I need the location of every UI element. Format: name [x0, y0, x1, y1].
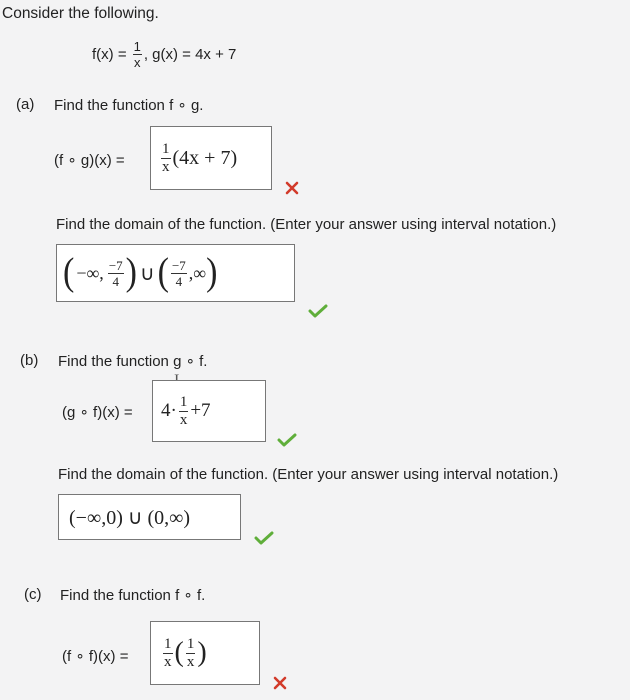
- part-b-prompt: Find the function g ∘ f.: [58, 353, 208, 370]
- part-a-domain-union: ∪: [139, 262, 155, 285]
- part-b-answer-box[interactable]: [152, 380, 266, 442]
- f-definition-lhs: f(x) =: [92, 46, 127, 63]
- part-c-answer-num1: 1: [164, 635, 172, 652]
- cross-icon: [273, 676, 287, 690]
- part-a-answer-box[interactable]: [150, 126, 272, 190]
- f-definition-fraction: [133, 40, 142, 69]
- part-c-label: (c): [24, 586, 42, 603]
- part-a-domain-den2: 4: [175, 273, 183, 289]
- part-a-domain-box[interactable]: ( −∞, $\frac{-7}{4}$ ) ∪ ( $\frac{-7}{4}$ ,∞ ): [56, 244, 295, 302]
- part-c-answer-den1: x: [164, 653, 172, 670]
- part-a-domain-open: −∞,: [76, 262, 104, 283]
- part-b-domain-prompt: Find the domain of the function. (Enter your answer using interval notation.): [58, 466, 559, 483]
- part-b-domain-box[interactable]: [58, 494, 241, 540]
- part-a-label: (a): [16, 96, 35, 113]
- part-c-answer-fraction1: [163, 637, 173, 670]
- g-definition: , g(x) = 4x + 7: [143, 46, 237, 63]
- cross-icon: [285, 181, 299, 195]
- part-b-answer-den: x: [179, 411, 188, 428]
- part-c-prompt: Find the function f ∘ f.: [60, 587, 206, 604]
- part-a-domain-num1: −7: [108, 257, 123, 273]
- part-a-answer-den: x: [162, 158, 170, 175]
- part-c-lhs: (f ∘ f)(x) =: [62, 648, 129, 665]
- part-b-answer-fraction: [179, 395, 189, 428]
- check-icon: [254, 531, 274, 545]
- part-c-answer-den2: x: [186, 653, 195, 670]
- part-b-answer-num: 1: [179, 393, 188, 410]
- part-a-lhs: (f ∘ g)(x) =: [54, 152, 125, 169]
- part-a-domain-den1: 4: [112, 273, 119, 289]
- part-c-answer-box[interactable]: $\frac{1}{x}$ ( $\frac{1}{x}$ ): [150, 621, 260, 685]
- part-a-domain-close: ,∞: [188, 262, 207, 283]
- part-a-answer-tail: (4x + 7): [172, 146, 238, 169]
- check-icon: [277, 433, 297, 447]
- part-b-answer-head: 4·: [161, 400, 177, 421]
- function-definitions: [92, 40, 236, 69]
- part-b-lhs: (g ∘ f)(x) =: [62, 404, 133, 421]
- f-numerator: 1: [133, 39, 141, 54]
- part-b-label: (b): [20, 352, 39, 369]
- f-denominator: x: [133, 55, 141, 70]
- part-c-answer-num2: 1: [186, 635, 195, 652]
- part-a-domain-frac2: [171, 259, 187, 288]
- part-a-domain-frac1: [108, 259, 124, 288]
- part-a-prompt: Find the function f ∘ g.: [54, 97, 204, 114]
- part-a-answer-fraction: [161, 142, 171, 175]
- check-icon: [308, 304, 328, 318]
- intro-text: Consider the following.: [2, 5, 159, 22]
- part-a-domain-num2: −7: [171, 257, 186, 273]
- part-b-domain-answer: (−∞,0) ∪ (0,∞): [69, 506, 191, 529]
- part-b-answer-tail: +7: [190, 400, 211, 421]
- part-a-answer-num: 1: [162, 140, 170, 157]
- part-a-domain-prompt: Find the domain of the function. (Enter your answer using interval notation.): [56, 216, 557, 233]
- part-c-answer-fraction2: [186, 637, 196, 670]
